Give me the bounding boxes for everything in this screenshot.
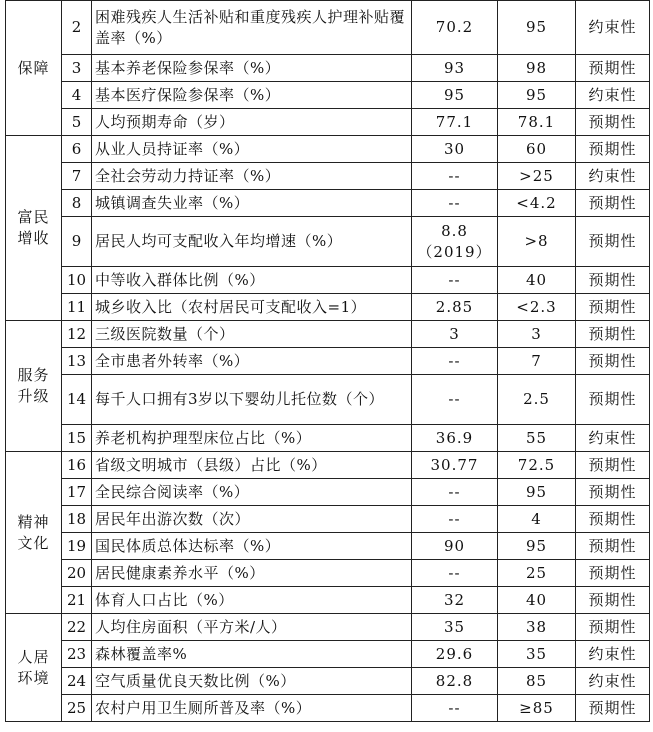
table-row <box>6 560 650 587</box>
baseline-value: -- <box>412 479 498 506</box>
target-value: 40 <box>498 267 576 294</box>
table-row <box>6 55 650 82</box>
target-value: 95 <box>498 479 576 506</box>
target-value: 38 <box>498 614 576 641</box>
baseline-value: 29.6 <box>412 641 498 668</box>
row-number: 23 <box>62 641 92 668</box>
baseline-value: 35 <box>412 614 498 641</box>
target-value: 72.5 <box>498 452 576 479</box>
target-value: 2.5 <box>498 375 576 425</box>
table-row <box>6 1 650 55</box>
indicator-name: 国民体质总体达标率（%） <box>92 533 412 560</box>
category-label-line: 人居 <box>17 647 50 666</box>
row-number: 19 <box>62 533 92 560</box>
indicator-attribute: 预期性 <box>576 294 650 321</box>
target-value: 60 <box>498 136 576 163</box>
table-row <box>6 163 650 190</box>
table-row <box>6 587 650 614</box>
table-row <box>6 641 650 668</box>
category-label-line: 增收 <box>17 229 50 247</box>
indicator-attribute: 预期性 <box>576 375 650 425</box>
target-value: >8 <box>498 217 576 267</box>
indicator-attribute: 预期性 <box>576 348 650 375</box>
row-number: 14 <box>62 375 92 425</box>
indicator-attribute: 约束性 <box>576 425 650 452</box>
row-number: 3 <box>62 55 92 82</box>
category-cell <box>6 452 62 614</box>
indicator-name: 人均住房面积（平方米/人） <box>92 614 412 641</box>
indicator-attribute: 预期性 <box>576 55 650 82</box>
baseline-value: -- <box>412 506 498 533</box>
indicator-attribute: 预期性 <box>576 217 650 267</box>
indicator-name: 体育人口占比（%） <box>92 587 412 614</box>
indicator-name: 省级文明城市（县级）占比（%） <box>92 452 412 479</box>
table-row <box>6 533 650 560</box>
category-label-line: 保障 <box>17 58 50 77</box>
category-label-line: 精神 <box>17 512 50 531</box>
target-value: 98 <box>498 55 576 82</box>
indicator-name: 基本养老保险参保率（%） <box>92 55 412 82</box>
baseline-value: 82.8 <box>412 668 498 695</box>
target-value: 95 <box>498 1 576 55</box>
row-number: 11 <box>62 294 92 321</box>
row-number: 20 <box>62 560 92 587</box>
baseline-value: 3 <box>412 321 498 348</box>
indicator-attribute: 预期性 <box>576 136 650 163</box>
indicator-attribute: 预期性 <box>576 587 650 614</box>
target-value: 40 <box>498 587 576 614</box>
indicator-name: 空气质量优良天数比例（%） <box>92 668 412 695</box>
indicator-name: 城乡收入比（农村居民可支配收入=1） <box>92 294 412 321</box>
indicator-attribute: 约束性 <box>576 163 650 190</box>
indicator-name: 中等收入群体比例（%） <box>92 267 412 294</box>
indicator-name: 基本医疗保险参保率（%） <box>92 82 412 109</box>
row-number: 2 <box>62 1 92 55</box>
row-number: 22 <box>62 614 92 641</box>
indicator-attribute: 预期性 <box>576 614 650 641</box>
indicator-attribute: 约束性 <box>576 1 650 55</box>
indicator-attribute: 预期性 <box>576 560 650 587</box>
table-row <box>6 425 650 452</box>
baseline-value: 8.8（2019） <box>412 217 498 267</box>
table-row <box>6 190 650 217</box>
row-number: 7 <box>62 163 92 190</box>
indicator-name: 森林覆盖率% <box>92 641 412 668</box>
table-row <box>6 614 650 641</box>
target-value: 55 <box>498 425 576 452</box>
row-number: 24 <box>62 668 92 695</box>
row-number: 18 <box>62 506 92 533</box>
baseline-value: 32 <box>412 587 498 614</box>
indicator-attribute: 预期性 <box>576 695 650 722</box>
baseline-value: 36.9 <box>412 425 498 452</box>
baseline-value: 30.77 <box>412 452 498 479</box>
target-value: >25 <box>498 163 576 190</box>
baseline-value: 2.85 <box>412 294 498 321</box>
baseline-value: -- <box>412 560 498 587</box>
category-cell <box>6 614 62 722</box>
indicator-name: 居民年出游次数（次） <box>92 506 412 533</box>
indicator-attribute: 预期性 <box>576 479 650 506</box>
baseline-value: -- <box>412 163 498 190</box>
table-row <box>6 321 650 348</box>
indicator-attribute: 约束性 <box>576 668 650 695</box>
indicator-name: 困难残疾人生活补贴和重度残疾人护理补贴覆盖率（%） <box>92 1 412 55</box>
baseline-value: 77.1 <box>412 109 498 136</box>
table-row <box>6 695 650 722</box>
table-row <box>6 479 650 506</box>
target-value: 35 <box>498 641 576 668</box>
row-number: 13 <box>62 348 92 375</box>
row-number: 25 <box>62 695 92 722</box>
indicator-attribute: 预期性 <box>576 190 650 217</box>
indicator-attribute: 预期性 <box>576 533 650 560</box>
table-row <box>6 267 650 294</box>
baseline-value: -- <box>412 348 498 375</box>
indicator-table-body <box>6 1 650 722</box>
target-value: 85 <box>498 668 576 695</box>
row-number: 4 <box>62 82 92 109</box>
baseline-value: 30 <box>412 136 498 163</box>
target-value: <2.3 <box>498 294 576 321</box>
indicator-attribute: 预期性 <box>576 506 650 533</box>
category-label-line: 升级 <box>17 387 50 405</box>
indicator-name: 每千人口拥有3岁以下婴幼儿托位数（个） <box>92 375 412 425</box>
indicator-attribute: 预期性 <box>576 452 650 479</box>
row-number: 21 <box>62 587 92 614</box>
table-row <box>6 506 650 533</box>
target-value: 7 <box>498 348 576 375</box>
baseline-value: 95 <box>412 82 498 109</box>
indicator-name: 全社会劳动力持证率（%） <box>92 163 412 190</box>
baseline-value: 90 <box>412 533 498 560</box>
target-value: <4.2 <box>498 190 576 217</box>
category-label-line: 富民 <box>17 208 50 226</box>
table-row <box>6 668 650 695</box>
indicator-name: 养老机构护理型床位占比（%） <box>92 425 412 452</box>
table-row <box>6 348 650 375</box>
table-row <box>6 217 650 267</box>
category-cell <box>6 136 62 321</box>
table-row <box>6 136 650 163</box>
table-row <box>6 109 650 136</box>
row-number: 6 <box>62 136 92 163</box>
indicator-attribute: 预期性 <box>576 267 650 294</box>
indicator-name: 人均预期寿命（岁） <box>92 109 412 136</box>
category-label-line: 环境 <box>17 668 50 687</box>
category-label-line: 文化 <box>17 533 50 552</box>
baseline-value: 93 <box>412 55 498 82</box>
indicator-name: 农村户用卫生厕所普及率（%） <box>92 695 412 722</box>
row-number: 17 <box>62 479 92 506</box>
target-value: ≥85 <box>498 695 576 722</box>
baseline-value: 70.2 <box>412 1 498 55</box>
row-number: 10 <box>62 267 92 294</box>
indicator-name: 全民综合阅读率（%） <box>92 479 412 506</box>
table-row <box>6 294 650 321</box>
target-value: 78.1 <box>498 109 576 136</box>
row-number: 8 <box>62 190 92 217</box>
row-number: 16 <box>62 452 92 479</box>
category-label-line: 服务 <box>17 366 50 384</box>
table-row <box>6 82 650 109</box>
baseline-value: -- <box>412 267 498 294</box>
indicator-table <box>5 0 650 722</box>
indicator-name: 居民人均可支配收入年均增速（%） <box>92 217 412 267</box>
indicator-attribute: 预期性 <box>576 109 650 136</box>
table-row <box>6 375 650 425</box>
indicator-attribute: 预期性 <box>576 321 650 348</box>
target-value: 4 <box>498 506 576 533</box>
indicator-name: 三级医院数量（个） <box>92 321 412 348</box>
target-value: 95 <box>498 82 576 109</box>
baseline-value: -- <box>412 190 498 217</box>
indicator-name: 居民健康素养水平（%） <box>92 560 412 587</box>
target-value: 25 <box>498 560 576 587</box>
target-value: 3 <box>498 321 576 348</box>
baseline-value: -- <box>412 695 498 722</box>
indicator-name: 从业人员持证率（%） <box>92 136 412 163</box>
indicator-attribute: 约束性 <box>576 641 650 668</box>
indicator-name: 全市患者外转率（%） <box>92 348 412 375</box>
target-value: 95 <box>498 533 576 560</box>
row-number: 15 <box>62 425 92 452</box>
table-row <box>6 452 650 479</box>
baseline-value: -- <box>412 375 498 425</box>
indicator-name: 城镇调查失业率（%） <box>92 190 412 217</box>
row-number: 12 <box>62 321 92 348</box>
category-cell <box>6 321 62 452</box>
row-number: 5 <box>62 109 92 136</box>
indicator-attribute: 约束性 <box>576 82 650 109</box>
category-cell <box>6 1 62 136</box>
row-number: 9 <box>62 217 92 267</box>
